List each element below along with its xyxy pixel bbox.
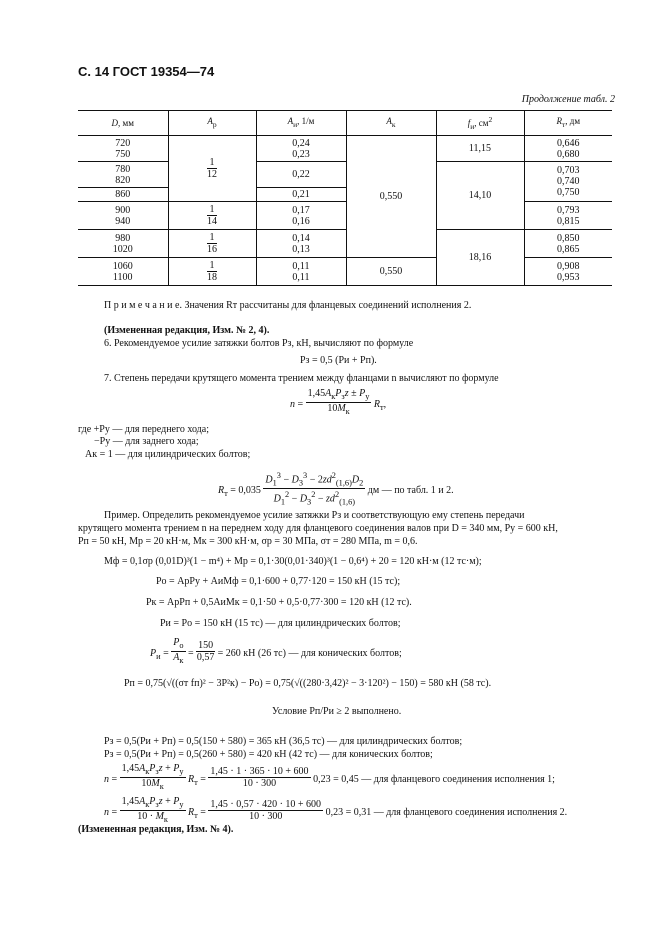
table-cell: $\frac{1}{16}$ xyxy=(168,230,256,258)
paragraph-6: 6. Рекомендуемое усилие затяжки болтов Pз, кН, вычисляют по формуле xyxy=(104,338,414,349)
example-line-3: Pп = 50 кН, Mр = 20 кН·м, Mк = 300 кН·м, σр = 30 МПа, σт = 280 МПа, m = 0,6. xyxy=(78,536,418,547)
table-note: П р и м е ч а н и е. Значения Rт рассчитаны для фланцевых соединений исполнения 2. xyxy=(104,300,472,311)
table-cell: 14,10 xyxy=(436,162,524,230)
where-line-1: где +Pу — для переднего хода; xyxy=(78,424,209,435)
calc-pz-cyl: Pз = 0,5(Pи + Pп) = 0,5(150 + 580) = 365 кН (36,5 тс) — для цилиндрических болтов; xyxy=(104,736,463,747)
table-cell: 0,24 0,23 xyxy=(256,136,346,162)
example-line-2: крутящего момента трением n на переднем ходу для фланцевого соединения валов при D = 340 мм, Pу = 600 кН, xyxy=(78,523,558,534)
table-cell: 720 750 xyxy=(78,136,168,162)
col-header-ap: $A_р$ xyxy=(168,111,256,136)
data-table xyxy=(78,110,612,286)
table-cell: 0,908 0,953 xyxy=(524,258,612,286)
table-cell: 860 xyxy=(78,188,168,202)
col-header-f: $f_и$, $см^2$ xyxy=(436,111,524,136)
calc-pz-con: Pз = 0,5(Pи + Pп) = 0,5(260 + 580) = 420 кН (42 тс) — для конических болтов; xyxy=(104,749,433,760)
table-cell: 900 940 xyxy=(78,202,168,230)
edit-note: (Измененная редакция, Изм. № 2, 4). xyxy=(104,325,270,336)
col-header-r: $R_т$, дм xyxy=(524,111,612,136)
table-cell: 0,850 0,865 xyxy=(524,230,612,258)
example-line-1: Пример. Определить рекомендуемое усилие затяжки Pз и соответствующую ему степень передачи xyxy=(104,510,525,521)
equation-rt: $R_т = 0,035$ $\frac{D_1^3 - D_3^3 - 2zd^2_{(1,6)}D_2}{D_1^2 - D_3^2 - zd^2_{(1,6)}}$ дм — по табл. 1 и 2. xyxy=(218,471,454,507)
condition: Условие Pп/Pи ≥ 2 выполнено. xyxy=(272,706,402,717)
table-cell: 0,11 0,11 xyxy=(256,258,346,286)
table-cell: 0,550 xyxy=(346,136,436,258)
calc-mf: Mф = 0,1σр (0,01D)³(1 − m⁴) + Mр = 0,1·30(0,01·340)³(1 − 0,6⁴) + 20 = 120 кН·м (12 тс·м); xyxy=(104,556,482,567)
equation-n: n = $\frac{1,45A_кP_зz \pm P_у}{10M_к}$ $R_т$, xyxy=(290,388,387,416)
calc-pp: Pп = 0,75(√((σт fп)² − 3P²к) − Pо) = 0,75(√((280·3,42)² − 3·120²) − 150) = 580 кН (58 тс). xyxy=(124,678,492,689)
table-cell: 0,21 xyxy=(256,188,346,202)
paragraph-7: 7. Степень передачи крутящего момента трением между фланцами n вычисляют по формуле xyxy=(104,373,499,384)
equation-pz: Pз = 0,5 (Pи + Pп). xyxy=(300,355,377,366)
table-cell: 0,793 0,815 xyxy=(524,202,612,230)
calc-n-1: n = $\frac{1,45A_кP_зz + P_у}{10M_к}$ $R_т$ = $\frac{1,45 \cdot 1 \cdot 365 \cdot 10 + 600}{10 \cdot 300}$ 0,23 = 0,45 — для фланцевого соединения исполнения 1; xyxy=(104,763,555,791)
table-cell: 980 1020 xyxy=(78,230,168,258)
table-cell: 0,22 xyxy=(256,162,346,188)
calc-n-2: n = $\frac{1,45A_кP_зz + P_у}{10 \cdot M_к}$ $R_т$ = $\frac{1,45 \cdot 0,57 \cdot 420 \cdot 10 + 600}{10 \cdot 300}$ 0,23 = 0,31 — для фланцевого соединения исполнения 2. xyxy=(104,796,568,824)
table-cell: 18,16 xyxy=(436,230,524,286)
table-cell: 0,550 xyxy=(346,258,436,286)
page-header: С. 14 ГОСТ 19354—74 xyxy=(78,64,215,79)
calc-pu-cyl: Pи = Pо = 150 кН (15 тс) — для цилиндрических болтов; xyxy=(160,618,401,629)
calc-pu-con: $P_и$ = $\frac{P_о}{A_к}$ = $\frac{150}{0,57}$ = 260 кН (26 тс) — для конических болтов; xyxy=(150,637,402,665)
table-cell: 780 820 xyxy=(78,162,168,188)
table-cell: 0,14 0,13 xyxy=(256,230,346,258)
table-cell: 0,646 0,680 xyxy=(524,136,612,162)
table-header-row xyxy=(78,111,612,136)
calc-pk: Pк = ApPп + 0,5AиMк = 0,1·50 + 0,5·0,77·300 = 120 кН (12 тс). xyxy=(146,597,412,608)
where-line-2: −Pу — для заднего хода; xyxy=(94,436,199,447)
table-cell: 0,17 0,16 xyxy=(256,202,346,230)
edit-note-2: (Измененная редакция, Изм. № 4). xyxy=(78,824,234,835)
col-header-au: $A_и$, 1/м xyxy=(256,111,346,136)
table-cell: 0,703 0,740 0,750 xyxy=(524,162,612,202)
table-cell: $\frac{1}{14}$ xyxy=(168,202,256,230)
col-header-d: D, мм xyxy=(78,111,168,136)
where-line-3: Aк = 1 — для цилиндрических болтов; xyxy=(85,449,251,460)
col-header-ak: $A_к$ xyxy=(346,111,436,136)
table-cell: 1060 1100 xyxy=(78,258,168,286)
table-cell: 11,15 xyxy=(436,136,524,162)
table-cell: $\frac{1}{12}$ xyxy=(168,136,256,202)
table-cell: $\frac{1}{18}$ xyxy=(168,258,256,286)
table-continuation-label: Продолжение табл. 2 xyxy=(521,94,615,105)
calc-po: Pо = ApPу + AиMф = 0,1·600 + 0,77·120 = 150 кН (15 тс); xyxy=(156,576,401,587)
